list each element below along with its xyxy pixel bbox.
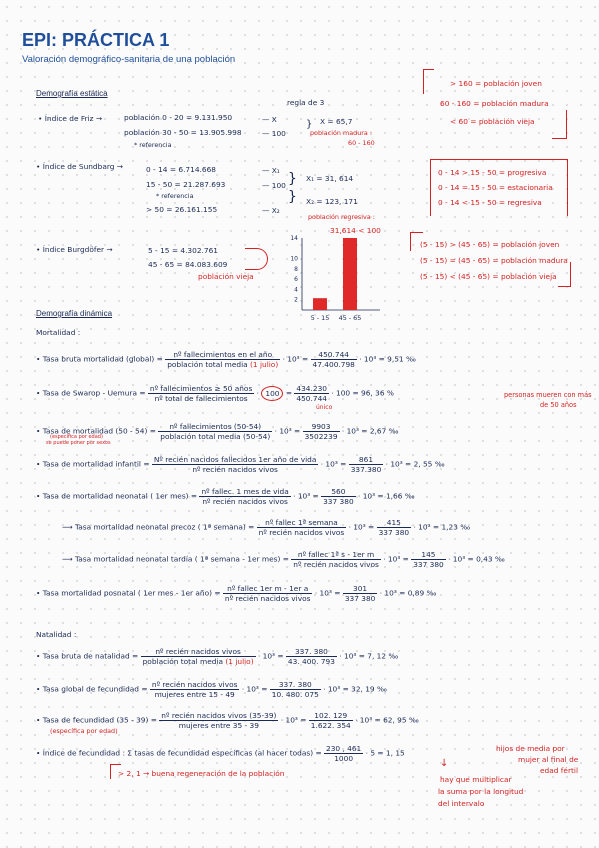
t5054-sub1: (específica por edad) [50,434,103,440]
friz-brace: } [306,119,313,130]
friz-line2: población 30 - 50 = 13.905.998 [124,128,242,137]
chart-y-tick-label: 6 [294,276,298,284]
sundbarg-res2: X₂ = 123, 171 [306,197,358,206]
fec3539-row: • Tasa de fecundidad (35 - 39) = $\frac{\text{nº recién nacidos vivos (35-39)}}{\text{mujeres entre 35 - 39}}$ · 10³ = $\frac{102. 129}{1.622. 354}$ · 10³ = 62, 95 ‰ [36,711,419,730]
sundbarg-res-note2: 31,614 < 100 [330,226,381,235]
burgdofer-box-line2: (5 - 15) = (45 - 65) = población madura [420,256,568,265]
chart-y-tick-label: 4 [294,286,298,294]
sundbarg-line1: 0 - 14 = 6.714.668 [146,165,216,174]
sundbarg-line2: 15 - 50 = 21.287.693 [146,180,226,189]
tardia-row: ⟶ Tasa mortalidad neonatal tardía ( 1ª semana - 1er mes) = $\frac{\text{nº fallec 1ª s - 1er m}}{\text{nº recién nacidos vivos}}$ · 10³ = $\frac{145}{337 380}$ · 10³ = 0,43 ‰ [62,550,505,569]
indice-row: • Índice de fecundidad : Σ tasas de fecundidad específicas (al hacer todas) = $\frac{230 , 461}{1000}$ · 5 = 1, 15 [36,744,405,763]
sundbarg-line3: > 50 = 26.161.155 [146,205,218,214]
chart-bar-1 [343,238,357,310]
swaroop-circle-note: único [316,404,333,411]
friz-box-line2: 60 - 160 = población madura [440,99,549,108]
natalidad-row: • Tasa bruta de natalidad = $\frac{\text{nº recién nacidos vivos}}{\text{población total media (1 julio)}}$ · 10³ = $\frac{337. 380}{43. 400. 793}$ · 10³ = 7, 12 ‰ [36,647,399,666]
page-subtitle: Valoración demográfico-sanitaria de una población [22,54,236,65]
friz-rule: regla de 3 [287,98,325,107]
indice-note4: hay que multiplicar [440,775,512,784]
sundbarg-x1: — X₁ [262,166,280,175]
friz-result-note2: 60 - 160 [348,139,375,147]
t5054-row: • Tasa de mortalidad (50 - 54) = $\frac{\text{nº fallecimientos (50-54)}}{\text{población total media (50-54)}}$ · 10³ = $\frac{9903}{3502239}$ · 10³ = 2,67 ‰ [36,422,399,441]
burgdofer-arrow [245,248,268,270]
indice-conclusion: > 2, 1 → buena regeneración de la población [118,769,285,778]
chart-y-tick-label: 8 [294,265,298,273]
friz-box-line1: > 160 = población joven [450,79,542,88]
page-title: EPI: PRÁCTICA 1 [22,30,170,50]
burgdofer-label: • Índice Burgdöfer → [36,245,113,254]
fec3539-sub: (específica por edad) [50,727,118,735]
burgdofer-box-line3: (5 - 15) < (45 - 65) = población vieja [420,272,557,281]
indice-note6: del intervalo [438,799,485,808]
burgdofer-line2: 45 - 65 = 84.083.609 [148,260,228,269]
chart-y-tick-label: 10 [290,255,298,263]
chart-x-tick-label: 5 - 15 [310,314,330,322]
burgdofer-bar-chart [280,230,390,330]
friz-box-bracket-2 [552,110,567,139]
section-heading-dynamic: Demografía dinámica [36,309,113,318]
friz-x2: — 100 [262,129,286,138]
burgdofer-box-line1: (5 - 15) > (45 - 65) = población joven [420,240,560,249]
neonatal-row: • Tasa de mortalidad neonatal ( 1er mes) = $\frac{\text{nº fallec. 1 mes de vida}}{\text{nº recién nacidos vivos}}$ · 10³ = $\frac{560}{337 380}$ · 10³ = 1,66 ‰ [36,487,415,506]
friz-note: * referencia [134,141,172,149]
sundbarg-label: • Índice de Sundbarg → [36,162,123,171]
chart-y-tick-label: 2 [294,296,298,304]
sundbarg-box-line3: 0 - 14 < 15 - 50 = regresiva [438,198,542,207]
mortalidad-heading: Mortalidad : [36,328,81,337]
sundbarg-res-note1: población regresiva : [308,213,375,221]
tbm-frac: $\frac{\text{nº fallecimientos en el año}}{\text{población total media (1 julio)}}$ [167,350,279,369]
section-heading-static: Demografía estática [36,89,108,98]
friz-box-bracket [423,69,434,94]
infantil-row: • Tasa de mortalidad infantil = $\frac{\text{Nº recién nacidos fallecidos 1er año de vida}}{\text{nº recién nacidos vivos}}$ · 10³ = $\frac{861}{337.380}$ · 10³ = 2, 55 ‰ [36,455,445,474]
precoz-row: ⟶ Tasa mortalidad neonatal precoz ( 1ª semana) = $\frac{\text{nº fallec 1ª semana}}{\text{nº recién nacidos vivos}}$ · 10³ = $\frac{415}{337 380}$ · 10³ = 1,23 ‰ [62,518,471,537]
sundbarg-box-line1: 0 - 14 > 15 - 50 = progresiva [438,168,547,177]
burgdofer-res-note: población vieja [198,272,254,281]
friz-x1: — X [262,115,277,124]
natalidad-heading: Natalidad : [36,630,77,639]
friz-line1: población 0 - 20 = 9.131.950 [124,113,233,122]
sundbarg-x3: — X₂ [262,206,280,215]
fecundidad-row: • Tasa global de fecundidad = $\frac{\text{nº recién nacidos vivos}}{\text{mujeres entre 15 - 49}}$ · 10³ = $\frac{337. 380}{10. 480. 075}$ · 10³ = 32, 19 ‰ [36,680,387,699]
sundbarg-note: * referencia [156,192,194,200]
tbm-row: • Tasa bruta mortalidad (global) = $\frac{\text{nº fallecimientos en el año}}{\text{población total media (1 julio)}}$ · 10³ = $\frac{450.744}{47.400.798}$ · 10³ = 9,51 ‰ [36,350,416,369]
sundbarg-brace-1: } [288,171,297,187]
indice-note1: hijos de media por [496,744,565,753]
chart-bar-0 [313,298,327,310]
burgdofer-line1: 5 - 15 = 4.302.761 [148,246,218,255]
swaroop-circle: 100 [261,386,283,401]
swaroop-note1: personas mueren con más [504,391,592,399]
sundbarg-box-line2: 0 - 14 = 15 - 50 = estacionaria [438,183,553,192]
sundbarg-brace-2: } [288,189,297,205]
friz-box-line3: < 60 = población vieja [450,117,535,126]
swaroop-row: • Tasa de Swarop - Uemura = $\frac{\text{nº fallecimientos ≥ 50 años}}{\text{nº total de fallecimientos}}$ · 100 = $\frac{434.230}{450.744}$ · 100 = 96, 36 % [36,384,394,403]
chart-y-tick-label: 14 [290,235,298,242]
chart-x-tick-label: 45 - 65 [338,314,362,322]
indice-note2: mujer al final de [518,755,579,764]
indice-note3: edad fértil [540,766,578,775]
sundbarg-x2: — 100 [262,181,286,190]
friz-result-note1: población madura : [310,129,372,137]
friz-result: X = 65,7 [320,117,353,126]
friz-label: • Índice de Friz → [38,114,103,123]
t5054-sub2: se puede poner por sexos [46,440,111,446]
burgdofer-box-bracket-2 [558,262,571,287]
swaroop-note2: de 50 años [540,401,577,409]
indice-arrow-down: ↓ [440,758,449,769]
indice-note5: la suma por la longitud [438,787,524,796]
sundbarg-res1: X₁ = 31, 614 [306,174,354,183]
posnatal-row: • Tasa mortalidad posnatal ( 1er mes - 1er año) = $\frac{\text{nº fallec 1er m - 1er a}}{\text{nº recién nacidos vivos}}$ · 10³ = $\frac{301}{337 380}$ · 10³ = 0,89 ‰ [36,584,437,603]
